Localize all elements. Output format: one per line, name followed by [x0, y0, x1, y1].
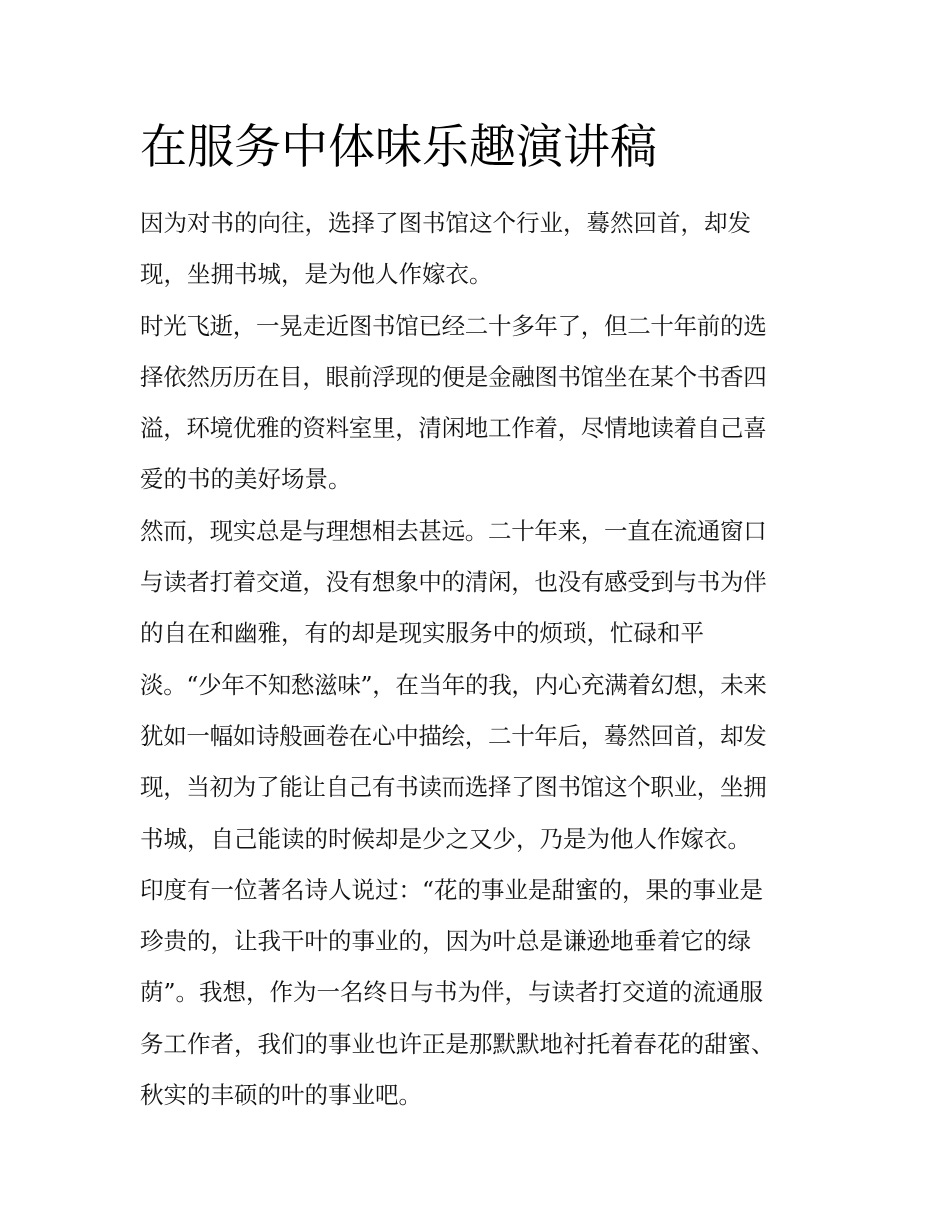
text-line: 务工作者，我们的事业也许正是那默默地衬托着春花的甜蜜、: [140, 1029, 775, 1058]
text-line: 犹如一幅如诗般画卷在心中描绘，二十年后，蓦然回首，却发: [140, 721, 767, 750]
text-line: 书城，自己能读的时候却是少之又少，乃是为他人作嫁衣。: [140, 824, 751, 853]
text-line: 荫”。我想，作为一名终日与书为伴，与读者打交道的流通服: [140, 978, 764, 1007]
text-line: 的自在和幽雅，有的却是现实服务中的烦琐，忙碌和平: [140, 619, 704, 648]
text-line: 珍贵的，让我干叶的事业的，因为叶总是谦逊地垂着它的绿: [140, 927, 751, 956]
text-line: 秋实的丰硕的叶的事业吧。: [140, 1081, 422, 1110]
text-line: 与读者打着交道，没有想象中的清闲，也没有感受到与书为伴: [140, 568, 767, 597]
text-line: 现，当初为了能让自己有书读而选择了图书馆这个职业，坐拥: [140, 773, 767, 802]
text-line: 溢，环境优雅的资料室里，清闲地工作着，尽情地读着自己喜: [140, 414, 767, 443]
document-body: [140, 198, 820, 1121]
text-line: 时光飞逝，一晃走近图书馆已经二十多年了，但二十年前的选: [140, 311, 767, 340]
text-line: 然而，现实总是与理想相去甚远。二十年来，一直在流通窗口: [140, 516, 767, 545]
document-title: 在服务中体味乐趣演讲稿: [140, 120, 657, 175]
text-line: 因为对书的向往，选择了图书馆这个行业，蓦然回首，却发: [140, 209, 751, 237]
text-line: 印度有一位著名诗人说过：“花的事业是甜蜜的，果的事业是: [140, 875, 764, 904]
text-line: 择依然历历在目，眼前浮现的便是金融图书馆坐在某个书香四: [140, 362, 767, 391]
text-line: 淡。“少年不知愁滋味”，在当年的我，内心充满着幻想，未来: [140, 670, 767, 699]
text-line: 爱的书的美好场景。: [140, 465, 352, 494]
text-line: 现，坐拥书城，是为他人作嫁衣。: [140, 260, 493, 289]
